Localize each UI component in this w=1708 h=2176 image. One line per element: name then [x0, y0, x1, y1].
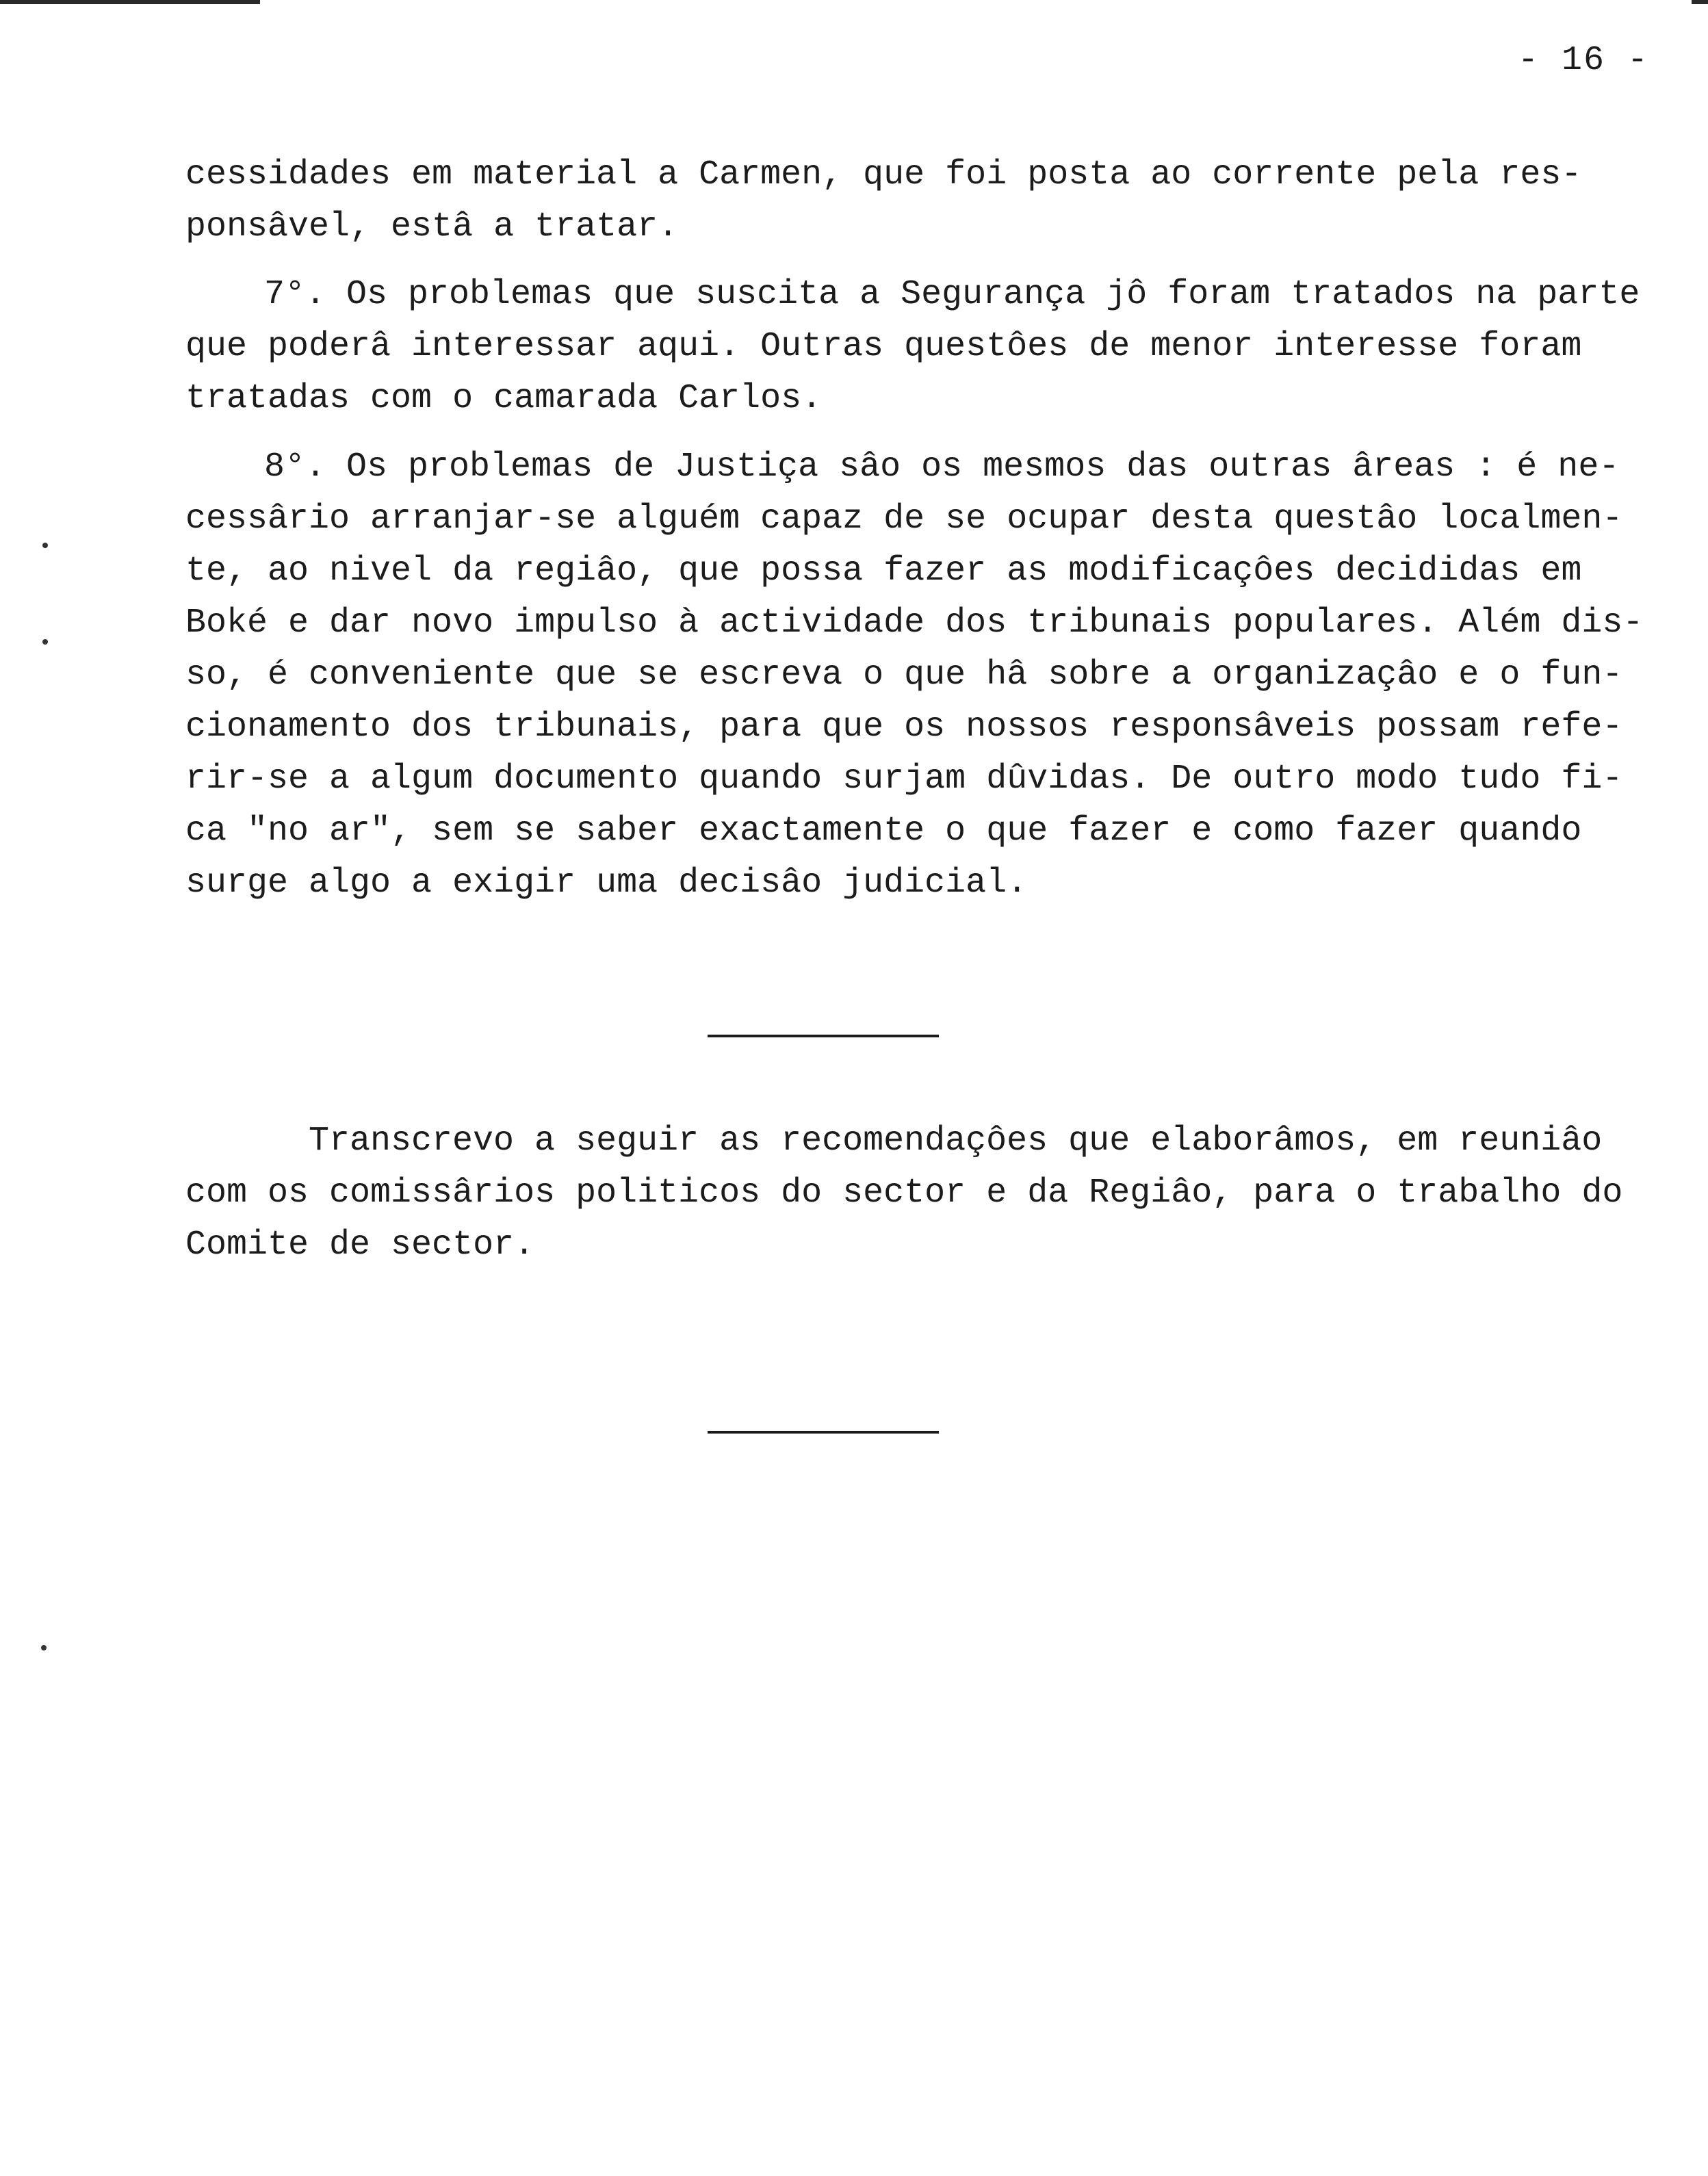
text-line: 7°. Os problemas que suscita a Segurança jô foram tratados na parte [264, 275, 1640, 314]
text-line: cionamento dos tribunais, para que os nossos responsâveis possam refe- [185, 708, 1623, 747]
text-line: Transcrevo a seguir as recomendaçôes que elaborâmos, em reuniâo [309, 1122, 1603, 1161]
text-line: rir-se a algum documento quando surjam dûvidas. De outro modo tudo fi- [185, 760, 1623, 799]
scan-speck [42, 639, 48, 645]
text-line: cessârio arranjar-se alguém capaz de se ocupar desta questâo localmen- [185, 500, 1623, 539]
text-line: com os comissârios politicos do sector e da Regiâo, para o trabalho do [185, 1174, 1623, 1213]
section-divider [708, 1035, 939, 1037]
text-line: Boké e dar novo impulso à actividade dos tribunais populares. Além dis- [185, 604, 1644, 643]
scan-edge-mark [0, 0, 260, 4]
text-line: que poderâ interessar aqui. Outras questôes de menor interesse foram [185, 327, 1582, 366]
text-line: so, é conveniente que se escreva o que hâ sobre a organizaçâo e o fun- [185, 656, 1623, 695]
text-line: Comite de sector. [185, 1226, 535, 1265]
scan-speck [42, 543, 48, 548]
scan-speck [41, 1645, 47, 1650]
section-divider [708, 1431, 939, 1434]
text-line: ca "no ar", sem se saber exactamente o que fazer e como fazer quando [185, 812, 1582, 851]
text-line: 8°. Os problemas de Justiça sâo os mesmos das outras âreas : é ne- [264, 448, 1620, 487]
text-line: ponsâvel, estâ a tratar. [185, 207, 679, 246]
page-number: - 16 - [1518, 41, 1650, 80]
text-line: surge algo a exigir uma decisâo judicial. [185, 864, 1028, 903]
text-line: cessidades em material a Carmen, que foi posta ao corrente pela res- [185, 155, 1582, 194]
text-line: te, ao nivel da regiâo, que possa fazer as modificaçôes decididas em [185, 552, 1582, 591]
scan-edge-mark-right [1692, 0, 1708, 4]
text-line: tratadas com o camarada Carlos. [185, 379, 823, 418]
